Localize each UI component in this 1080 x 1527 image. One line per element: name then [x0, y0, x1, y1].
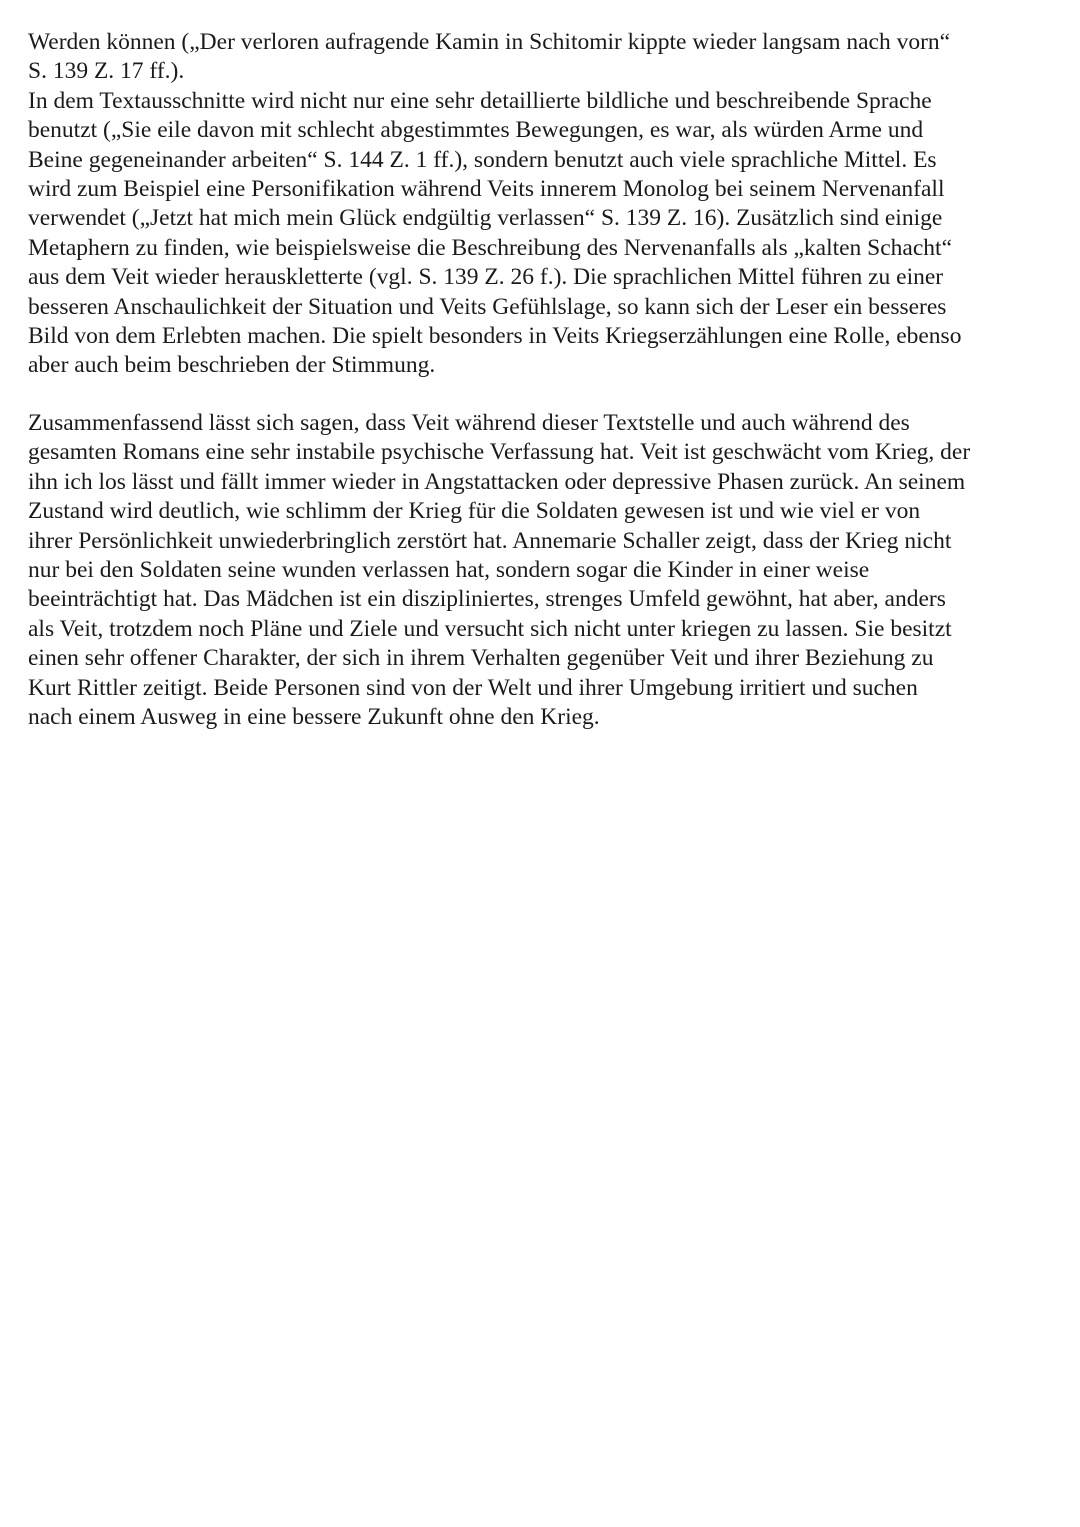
text-line: S. 139 Z. 17 ff.). — [28, 58, 185, 85]
text-line: Bild von dem Erlebten machen. Die spielt besonders in Veits Kriegserzählungen eine Rolle, ebenso — [28, 323, 962, 350]
text-line: benutzt („Sie eile davon mit schlecht abgestimmtes Bewegungen, es war, als würden Arme und — [28, 117, 924, 144]
text-line: Metaphern zu finden, wie beispielsweise die Beschreibung des Nervenanfalls als „kalten Schacht“ — [28, 234, 953, 261]
text-line: nach einem Ausweg in eine bessere Zukunft ohne den Krieg. — [28, 704, 600, 731]
text-line: aber auch beim beschrieben der Stimmung. — [28, 352, 436, 379]
text-line: Werden können („Der verloren aufragende Kamin in Schitomir kippte wieder langsam nach vorn“ — [28, 29, 951, 55]
text-line: beeinträchtigt hat. Das Mädchen ist ein diszipliniertes, strenges Umfeld gewöhnt, hat aber, anders — [28, 586, 946, 613]
text-line: besseren Anschaulichkeit der Situation und Veits Gefühlslage, so kann sich der Leser ein besseres — [28, 293, 947, 320]
text-line: verwendet („Jetzt hat mich mein Glück endgültig verlassen“ S. 139 Z. 16). Zusätzlich sind einige — [28, 205, 943, 232]
text-line: einen sehr offener Charakter, der sich in ihrem Verhalten gegenüber Veit und ihrer Beziehung zu — [28, 645, 934, 672]
text-line: aus dem Veit wieder herauskletterte (vgl. S. 139 Z. 26 f.). Die sprachlichen Mittel führen zu einer — [28, 264, 944, 291]
text-line: nur bei den Soldaten seine wunden verlassen hat, sondern sogar die Kinder in einer weise — [28, 557, 870, 584]
text-line: In dem Textausschnitte wird nicht nur eine sehr detaillierte bildliche und beschreibende Sprache — [28, 87, 932, 114]
text-line: wird zum Beispiel eine Personifikation während Veits innerem Monolog bei seinem Nervenanfall — [28, 176, 945, 203]
text-line: Zustand wird deutlich, wie schlimm der Krieg für die Soldaten gewesen ist und wie viel er von — [28, 498, 921, 525]
text-line: Zusammenfassend lässt sich sagen, dass Veit während dieser Textstelle und auch während des — [28, 410, 910, 436]
text-line: ihrer Persönlichkeit unwiederbringlich zerstört hat. Annemarie Schaller zeigt, dass der Krieg nicht — [28, 527, 952, 554]
text-line: gesamten Romans eine sehr instabile psychische Verfassung hat. Veit ist geschwächt vom Krieg, der — [28, 439, 971, 466]
paragraph-conclusion — [28, 409, 1058, 732]
text-line: ihn ich los lässt und fällt immer wieder in Angstattacken oder depressive Phasen zurück. An seinem — [28, 468, 966, 495]
text-line: als Veit, trotzdem noch Pläne und Ziele und versucht sich nicht unter kriegen zu lassen. Sie besitzt — [28, 615, 952, 642]
text-line: Kurt Rittler zeitigt. Beide Personen sind von der Welt und ihrer Umgebung irritiert und suchen — [28, 674, 918, 701]
text-line: Beine gegeneinander arbeiten“ S. 144 Z. 1 ff.), sondern benutzt auch viele sprachliche Mittel. Es — [28, 146, 937, 173]
paragraph-language-analysis — [28, 28, 1058, 381]
